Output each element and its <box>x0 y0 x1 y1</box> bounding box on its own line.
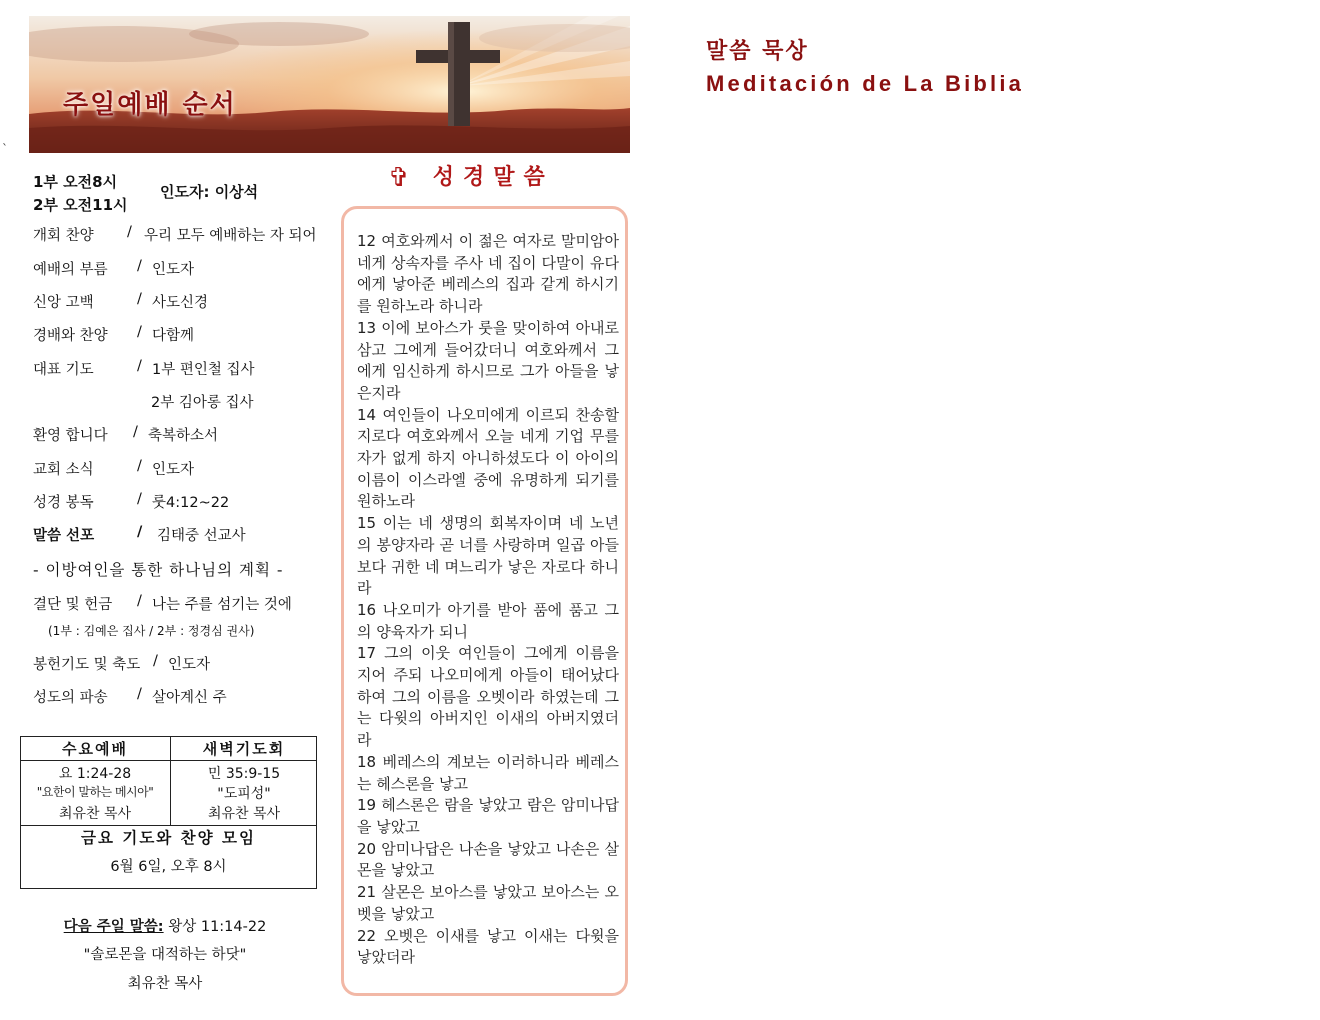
order-value: 사도신경 <box>152 295 209 311</box>
wednesday-title: 수요예배 <box>62 740 128 758</box>
header-banner <box>29 16 630 153</box>
scripture-text <box>357 231 619 969</box>
order-slash: / <box>137 524 143 540</box>
dawn-prayer-reference: 민 35:9-15 <box>207 766 281 782</box>
next-week-reference: 왕상 11:14-22 <box>163 919 267 935</box>
order-label: 성경 봉독 <box>33 495 94 511</box>
order-value: 다함께 <box>152 328 195 344</box>
midweek-services-table <box>20 736 317 889</box>
scripture-verse: 17 그의 이웃 여인들이 그에게 이름을 지어 주되 나오미에게 아들이 태어났다 하여 그의 이름을 오벳이라 하였는데 그는 다윗의 아버지인 이새의 아버지였더라 <box>357 644 619 750</box>
order-item <box>33 491 230 512</box>
order-value: 인도자 <box>152 462 195 478</box>
order-item <box>33 291 209 312</box>
order-slash: / <box>137 258 142 274</box>
order-value: 인도자 <box>168 657 211 673</box>
order-slash: / <box>137 358 142 374</box>
scripture-verse: 20 암미나답은 나손을 낳았고 나손은 살몬을 낳았고 <box>357 839 619 880</box>
next-week-label: 다음 주일 말씀: <box>63 919 164 935</box>
scripture-heading-text: 성경말씀 <box>432 165 554 190</box>
wednesday-preacher: 최유찬 목사 <box>58 806 132 822</box>
order-slash: / <box>137 458 142 474</box>
next-week-title: "솔로몬을 대적하는 하닷" <box>83 947 247 963</box>
wednesday-sermon: "요한이 말하는 메시아" <box>36 785 154 799</box>
order-label: 개회 찬양 <box>33 228 94 244</box>
scripture-verse: 14 여인들이 나오미에게 이르되 찬송할지로다 여호와께서 오늘 네게 기업 무를 자가 없게 하지 아니하셨도다 이 아이의 이름이 이스라엘 중에 유명하게 되기를 원하노라 <box>357 405 619 511</box>
order-label: 교회 소식 <box>33 462 94 478</box>
order-item <box>33 653 211 674</box>
order-value: 축복하소서 <box>148 428 219 444</box>
order-value: 살아계신 주 <box>152 690 227 706</box>
second-service-time: 2부 오전11시 <box>33 196 128 214</box>
order-label: 봉헌기도 및 축도 <box>33 657 141 673</box>
first-service-time: 1부 오전8시 <box>33 173 118 191</box>
order-slash: / <box>137 593 142 609</box>
friday-meeting-time: 6월 6일, 오후 8시 <box>110 859 227 875</box>
order-slash: / <box>137 324 142 340</box>
dawn-prayer-sermon: "도피성" <box>217 786 271 802</box>
scripture-verse: 19 헤스론은 람을 낳았고 람은 암미나답을 낳았고 <box>357 796 619 836</box>
order-label: 신앙 고백 <box>33 295 94 311</box>
scripture-heading <box>388 160 554 193</box>
table-divider <box>21 760 316 761</box>
order-label: 환영 합니다 <box>33 428 108 444</box>
order-item <box>33 324 195 345</box>
order-slash: / <box>137 686 142 702</box>
order-label: 경배와 찬양 <box>33 328 108 344</box>
scripture-verse: 15 이는 네 생명의 회복자이며 네 노년의 봉양자라 곧 너를 사랑하며 일곱 아들보다 귀한 네 며느리가 낳은 자로다 하니라 <box>357 514 619 598</box>
next-week-line <box>0 915 330 936</box>
order-item <box>33 524 246 545</box>
order-value: 나는 주를 섬기는 것에 <box>152 597 292 613</box>
order-slash: / <box>137 491 142 507</box>
order-label: 성도의 파송 <box>33 690 108 706</box>
order-label: 말씀 선포 <box>33 528 95 544</box>
next-week-preacher: 최유찬 목사 <box>127 976 203 992</box>
order-slash: / <box>153 653 158 669</box>
order-item <box>33 593 292 614</box>
order-item <box>33 258 195 279</box>
scripture-verse: 16 나오미가 아기를 받아 품에 품고 그의 양육자가 되니 <box>357 600 619 641</box>
scripture-verse: 12 여호와께서 이 젊은 여자로 말미암아 네게 상속자를 주사 네 집이 다말이 유다에게 낳아준 베레스의 집과 같게 하시기를 원하노라 하니라 <box>357 232 619 316</box>
worship-leader: 인도자: 이상석 <box>160 183 259 201</box>
page-title: 주일예배 순서 <box>63 90 237 120</box>
scripture-verse: 21 살몬은 보아스를 낳았고 보아스는 오벳을 낳았고 <box>357 883 619 923</box>
order-value: 우리 모두 예배하는 자 되어 <box>144 228 317 244</box>
edge-mark: ` <box>2 142 8 156</box>
dawn-prayer-title: 새벽기도회 <box>202 740 286 758</box>
order-value: 2부 김아롱 집사 <box>151 395 254 411</box>
order-item <box>33 458 195 479</box>
scripture-box <box>341 206 628 996</box>
meditation-title-spanish: Meditación de La Biblia <box>706 71 1025 96</box>
wednesday-reference: 요 1:24-28 <box>58 766 132 782</box>
sermon-title: - 이방여인을 통한 하나님의 계획 - <box>33 561 284 579</box>
order-slash: / <box>137 291 142 307</box>
meditation-title-korean: 말씀 묵상 <box>706 39 809 64</box>
friday-meeting-title: 금요 기도와 찬양 모임 <box>81 829 256 847</box>
order-item <box>33 686 227 707</box>
order-label: 대표 기도 <box>33 362 94 378</box>
order-value: 김태중 선교사 <box>157 528 246 544</box>
offering-note: (1부 : 김예은 집사 / 2부 : 정경심 권사) <box>48 624 255 638</box>
order-item <box>33 358 255 379</box>
cross-icon: ✞ <box>388 163 419 193</box>
dawn-prayer-preacher: 최유찬 목사 <box>207 806 281 822</box>
order-item <box>33 224 317 245</box>
order-label: 결단 및 헌금 <box>33 597 113 613</box>
order-slash: / <box>133 424 138 440</box>
order-value: 1부 편인철 집사 <box>152 362 255 378</box>
scripture-verse: 13 이에 보아스가 룻을 맞이하여 아내로 삼고 그에게 들어갔더니 여호와께서 그에게 임신하게 하시므로 그가 아들을 낳은지라 <box>357 318 619 402</box>
order-slash: / <box>127 224 132 240</box>
order-item <box>33 424 219 445</box>
order-value: 룻4:12~22 <box>152 495 230 511</box>
order-label: 예배의 부름 <box>33 262 108 278</box>
order-value: 인도자 <box>152 262 195 278</box>
scripture-verse: 18 베레스의 계보는 이러하니라 베레스는 헤스론을 낳고 <box>357 752 619 793</box>
scripture-verse: 22 오벳은 이새를 낳고 이새는 다윗을 낳았더라 <box>357 926 619 967</box>
